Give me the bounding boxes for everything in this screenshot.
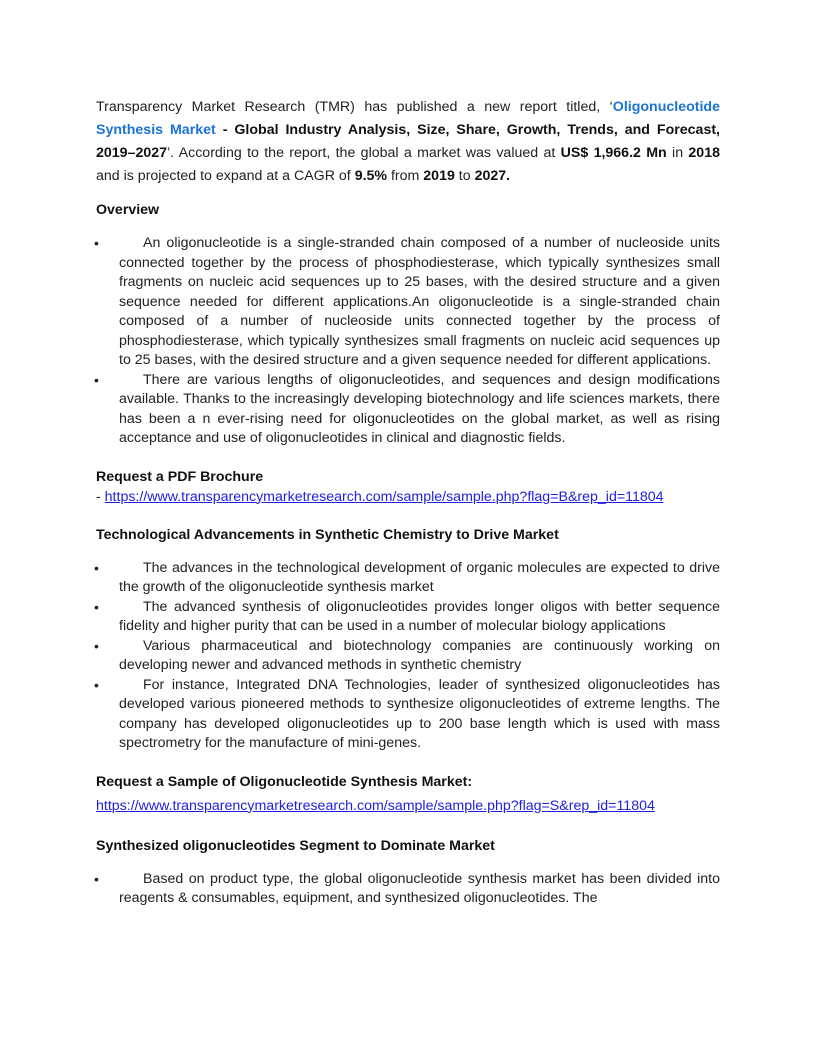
segment-heading: Synthesized oligonucleotides Segment to Dominate Market [96, 837, 495, 854]
list-item [96, 870, 720, 909]
bullet-icon: • [94, 676, 99, 693]
list-item [96, 234, 720, 371]
intro-paragraph [96, 96, 720, 188]
list-item-text: Various pharmaceutical and biotechnology companies are continuously working on developing newer and advanced methods in synthetic chemistry [119, 637, 720, 673]
list-item-text: There are various lengths of oligonucleotides, and sequences and design modifications available. Thanks to the increasingly developing biotechnology and life sciences markets, there has been a n ever-rising need for oligonucleotides on the global market, as well as rising acceptance and use of oligonucleotides in clinical and diagnostic fields. [119, 371, 720, 446]
report-name: Oligonucleotide Synthesis Market [96, 99, 720, 138]
brochure-heading: Request a PDF Brochure [96, 468, 264, 485]
tech-list [96, 559, 720, 754]
list-item-text: For instance, Integrated DNA Technologies, leader of synthesized oligonucleotides has developed various pioneered methods to synthesize oligonucleotides of extreme lengths. The company has developed oligonucleotides up to 200 base length which is used with mass spectrometry for the manufacture of mini-genes. [119, 676, 720, 751]
intro-text: in [666, 145, 689, 161]
intro-text: ’. According to the report, the global a market was valued at [167, 145, 561, 161]
document-page [96, 96, 720, 927]
bullet-icon: • [94, 870, 99, 887]
intro-text: and is projected to expand at a CAGR of [96, 168, 355, 184]
intro-text: to [454, 168, 475, 184]
bullet-icon: • [94, 598, 99, 615]
intro-text: Transparency Market Research (TMR) has published a new report titled, ‘ [96, 99, 613, 115]
to-year: 2027. [474, 168, 511, 184]
sample-link-line [96, 796, 720, 816]
sample-link[interactable]: https://www.transparencymarketresearch.com/sample/sample.php?flag=S&rep_id=11804 [96, 797, 655, 814]
list-item [96, 559, 720, 598]
overview-list [96, 234, 720, 449]
bullet-icon: • [94, 559, 99, 576]
market-value: US$ 1,966.2 Mn [560, 145, 667, 161]
list-item [96, 598, 720, 637]
list-item-text: The advanced synthesis of oligonucleotides provides longer oligos with better sequence fidelity and higher purity that can be used in a number of molecular biology applications [119, 598, 720, 634]
cagr-value: 9.5% [354, 168, 388, 184]
list-item-text: An oligonucleotide is a single-stranded chain composed of a number of nucleoside units connected together by the process of phosphodiesterase, which typically synthesizes small fragments on nucleic acid sequences up to 25 bases, with the desired structure and a given sequence needed for different applications.An oligonucleotide is a single-stranded chain composed of a number of nucleoside units connected together by the process of phosphodiesterase, which typically synthesizes small fragments on nucleic acid sequences up to 25 bases, with the desired structure and a given sequence needed for different applications. [119, 235, 720, 368]
brochure-link[interactable]: https://www.transparencymarketresearch.com/sample/sample.php?flag=B&rep_id=11804 [104, 488, 664, 505]
from-year: 2019 [423, 168, 455, 184]
dash: - [96, 488, 105, 505]
intro-text: from [387, 168, 424, 184]
base-year: 2018 [688, 145, 720, 161]
brochure-link-line [96, 487, 720, 507]
bullet-icon: • [94, 235, 99, 251]
report-subtitle: - Global Industry Analysis, Size, Share, Growth, Trends, and Forecast, 2019–2027 [96, 122, 721, 161]
list-item-text: The advances in the technological development of organic molecules are expected to drive the growth of the oligonucleotide synthesis market [119, 559, 720, 595]
sample-heading: Request a Sample of Oligonucleotide Synthesis Market: [96, 773, 473, 790]
list-item [96, 371, 720, 449]
overview-heading: Overview [96, 202, 160, 218]
segment-list [96, 870, 720, 909]
tech-heading: Technological Advancements in Synthetic Chemistry to Drive Market [96, 526, 559, 543]
list-item-text: Based on product type, the global oligonucleotide synthesis market has been divided into reagents & consumables, equipment, and synthesized oligonucleotides. The [119, 870, 720, 906]
list-item [96, 637, 720, 676]
bullet-icon: • [94, 637, 99, 654]
bullet-icon: • [94, 371, 99, 388]
list-item [96, 676, 720, 754]
